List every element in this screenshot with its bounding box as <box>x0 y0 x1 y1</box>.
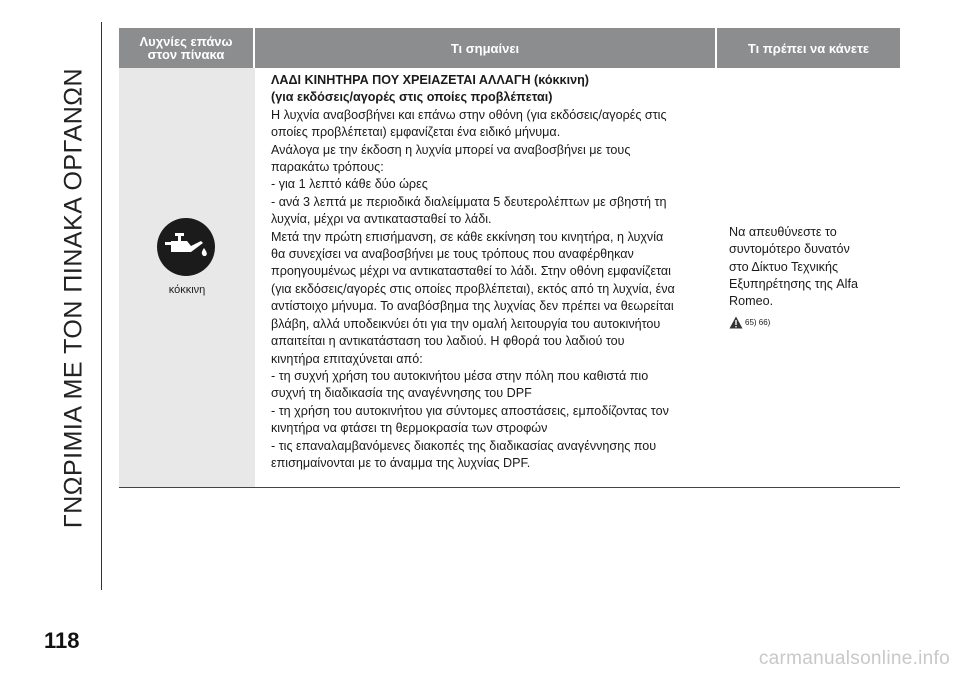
meaning-line: επισημαίνονται με το άναμμα της λυχνίας DPF. <box>271 455 531 470</box>
meaning-line: αντίστοιχο μήνυμα. Το αναβόσβημα της λυχνίας δεν πρέπει να θεωρείται <box>271 299 674 314</box>
meaning-cell <box>255 68 717 487</box>
meaning-line: κινητήρα να φτάσει τη θερμοκρασία των στροφών <box>271 421 548 436</box>
meaning-line: προηγουμένως μέχρι να αντικατασταθεί το λάδι. Στην οθόνη εμφανίζεται <box>271 264 671 279</box>
page-number: 118 <box>44 628 80 653</box>
meaning-line: κινητήρα επιταχύνεται από: <box>271 351 423 366</box>
warning-lights-table <box>119 28 900 488</box>
meaning-line: συχνή τη διαδικασία της αναγέννησης του DPF <box>271 386 532 401</box>
action-cell <box>717 68 900 487</box>
lamp-cell <box>119 68 255 487</box>
header-meaning: Τι σημαίνει <box>255 28 715 68</box>
meaning-subtitle: (για εκδόσεις/αγορές στις οποίες προβλέπεται) <box>271 90 553 105</box>
lamp-color-label: κόκκινη <box>168 284 206 296</box>
meaning-line: - για 1 λεπτό κάθε δύο ώρες <box>271 177 428 192</box>
oil-can-icon <box>157 218 215 276</box>
table-row <box>119 68 900 488</box>
action-line: Εξυπηρέτησης της Alfa <box>729 277 858 291</box>
action-line: Να απευθύνεστε το <box>729 224 837 239</box>
meaning-line: βλάβη, αλλά υποδεικνύει ότι για την ομαλή λειτουργία του αυτοκινήτου <box>271 316 661 331</box>
meaning-line: - τη συχνή χρήση του αυτοκινήτου μέσα στην πόλη που καθιστά πιο <box>271 368 649 383</box>
header-action: Τι πρέπει να κάνετε <box>717 28 900 68</box>
meaning-line: παρακάτω τρόπους: <box>271 160 384 175</box>
header-lights <box>119 28 253 68</box>
meaning-line: Ανάλογα με την έκδοση η λυχνία μπορεί να αναβοσβήνει με τους <box>271 142 631 157</box>
table-header <box>119 28 900 68</box>
section-title-text: ΓΝΩΡΙΜΙΑ ΜΕ ΤΟΝ ΠΙΝΑΚΑ ΟΡΓΑΝΩΝ <box>59 67 88 529</box>
action-line: στο Δίκτυο Τεχνικής <box>729 259 839 274</box>
action-line: συντομότερο δυνατόν <box>729 242 850 257</box>
warning-triangle-icon <box>729 316 743 329</box>
header-lights-line1: Λυχνίες επάνω <box>139 34 233 49</box>
section-divider <box>101 22 102 590</box>
meaning-line: - τη χρήση του αυτοκινήτου για σύντομες αποστάσεις, εμποδίζοντας τον <box>271 403 669 418</box>
watermark: carmanualsonline.info <box>758 648 950 669</box>
meaning-title: ΛΑΔΙ ΚΙΝΗΤΗΡΑ ΠΟΥ ΧΡΕΙΑΖΕΤΑΙ ΑΛΛΑΓΗ (κόκκινη) <box>271 73 589 87</box>
meaning-line: (για εκδόσεις/αγορές στις οποίες προβλέπεται), εκτός από τη λυχνία, ένα <box>271 281 675 296</box>
meaning-line: - ανά 3 λεπτά με περιοδικά διαλείμματα 5 δευτερολέπτων με σβηστή τη <box>271 194 667 209</box>
warning-refs: 65) 66) <box>745 317 771 327</box>
meaning-line: Μετά την πρώτη επισήμανση, σε κάθε εκκίνηση του κινητήρα, η λυχνία <box>271 229 664 244</box>
meaning-line: λυχνία, μέχρι να αντικατασταθεί το λάδι. <box>271 212 492 227</box>
meaning-line: Η λυχνία αναβοσβήνει και επάνω στην οθόνη (για εκδόσεις/αγορές στις <box>271 107 667 122</box>
meaning-line: οποίες προβλέπεται) εμφανίζεται ένα ειδικό μήνυμα. <box>271 125 561 140</box>
section-title <box>44 8 104 588</box>
meaning-line: θα συνεχίσει να αναβοσβήνει με τους τρόπους που αναφέρθηκαν <box>271 247 634 262</box>
header-lights-line2: στον πίνακα <box>147 47 225 62</box>
meaning-line: απαιτείται η αντικατάσταση του λαδιού. Η φθορά του λαδιού του <box>271 334 625 349</box>
meaning-line: - τις επαναλαμβανόμενες διακοπές της διαδικασίας αναγέννησης που <box>271 438 657 453</box>
action-line: Romeo. <box>729 294 774 309</box>
warning-reference <box>729 314 900 331</box>
